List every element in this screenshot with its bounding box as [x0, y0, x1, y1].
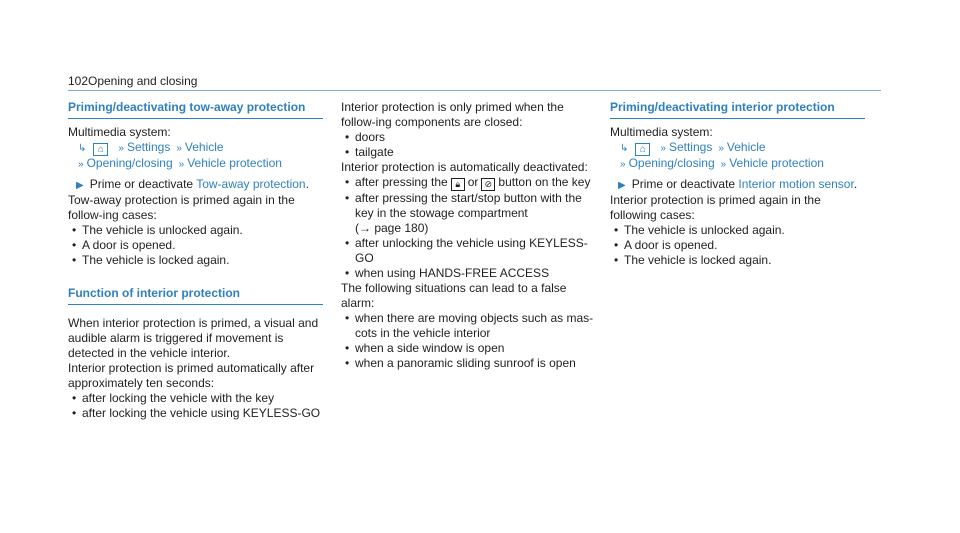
action-step-interior: ▶ Prime or deactivate Interior motion sensor. — [618, 177, 858, 191]
paragraph: Tow-away protection is primed again in the follow-ing cases: — [68, 193, 295, 222]
list-item: • after pressing the start/stop button with the key in the stowage compartment (→ page 180) — [341, 191, 599, 236]
list-item: • after pressing the 🔒︎ or ⊘ button on the key — [341, 175, 599, 191]
home-icon: ⌂ — [635, 143, 650, 156]
bullet-list — [341, 175, 599, 281]
interior-motion-key-icon: ⊘ — [481, 178, 495, 191]
chevron-right-icon: » — [620, 159, 626, 170]
menu-path-icon: ↳ — [78, 143, 87, 154]
nav-path-tow-away — [68, 140, 326, 172]
nav-vehicle-protection[interactable]: Vehicle protection — [187, 156, 282, 170]
menu-path-icon: ↳ — [620, 143, 629, 154]
chevron-right-icon: » — [720, 159, 727, 170]
list-item: • The vehicle is locked again. — [68, 253, 326, 268]
nav-path-interior — [610, 140, 868, 172]
list-item: • The vehicle is unlocked again. — [68, 223, 326, 238]
action-arrow-icon: ▶ — [76, 180, 84, 191]
chevron-right-icon: » — [118, 143, 124, 154]
list-item: • tailgate — [341, 145, 599, 160]
bullet-list — [610, 223, 868, 268]
interior-motion-sensor-link[interactable]: Interior motion sensor — [738, 177, 854, 191]
list-item: • The vehicle is unlocked again. — [610, 223, 868, 238]
bullet-list — [68, 391, 326, 421]
paragraph: Interior protection is primed again in the following cases: — [610, 193, 821, 222]
action-arrow-icon: ▶ — [618, 180, 626, 191]
paragraph: Interior protection is only primed when the follow-ing components are closed: — [341, 100, 564, 129]
page-title: Opening and closing — [88, 74, 198, 88]
list-item: • The vehicle is locked again. — [610, 253, 868, 268]
column-left — [68, 100, 326, 421]
nav-opening-closing[interactable]: Opening/closing — [628, 156, 715, 170]
chevron-right-icon: » — [718, 143, 724, 154]
page-reference[interactable]: (→ page 180) — [355, 221, 429, 235]
nav-settings[interactable]: Settings — [126, 140, 171, 154]
list-item: • A door is opened. — [610, 238, 868, 253]
tow-away-protection-link[interactable]: Tow-away protection — [196, 177, 306, 191]
nav-vehicle[interactable]: Vehicle — [184, 140, 224, 154]
paragraph: When interior protection is primed, a visual and audible alarm is triggered if movement is detected in the vehicle interior. — [68, 316, 319, 360]
multimedia-label: Multimedia system: — [68, 125, 171, 139]
page-header — [68, 72, 881, 91]
paragraph: The following situations can lead to a false alarm: — [341, 281, 567, 310]
paragraph: Interior protection is automatically deactivated: — [341, 160, 588, 174]
section-title-interior: Priming/deactivating interior protection — [610, 100, 865, 119]
bullet-list — [341, 130, 599, 160]
chevron-right-icon: » — [178, 159, 185, 170]
column-middle — [341, 100, 599, 371]
bullet-list — [341, 311, 599, 371]
nav-settings[interactable]: Settings — [668, 140, 713, 154]
nav-opening-closing[interactable]: Opening/closing — [86, 156, 173, 170]
list-item: • after unlocking the vehicle using KEYLESS-GO — [341, 236, 599, 266]
chevron-right-icon: » — [176, 143, 182, 154]
multimedia-label: Multimedia system: — [610, 125, 713, 139]
column-right — [610, 100, 868, 268]
action-step-tow-away: ▶ Prime or deactivate Tow-away protection. — [76, 177, 309, 191]
page-number: 102 — [68, 74, 89, 88]
chevron-right-icon: » — [660, 143, 666, 154]
nav-vehicle-protection[interactable]: Vehicle protection — [729, 156, 824, 170]
chevron-right-icon: » — [78, 159, 84, 170]
bullet-list — [68, 223, 326, 268]
nav-vehicle[interactable]: Vehicle — [726, 140, 766, 154]
list-item: • after locking the vehicle using KEYLESS-GO — [68, 406, 326, 421]
list-item: • when a panoramic sliding sunroof is open — [341, 356, 599, 371]
list-item: • when there are moving objects such as mas-cots in the vehicle interior — [341, 311, 599, 341]
section-title-function: Function of interior protection — [68, 286, 323, 305]
home-icon: ⌂ — [93, 143, 108, 156]
list-item: • when using HANDS-FREE ACCESS — [341, 266, 599, 281]
list-item: • after locking the vehicle with the key — [68, 391, 326, 406]
list-item: • doors — [341, 130, 599, 145]
lock-key-icon: 🔒︎ — [451, 178, 465, 191]
paragraph: Interior protection is primed automatically after approximately ten seconds: — [68, 361, 315, 390]
section-title-tow-away: Priming/deactivating tow-away protection — [68, 100, 323, 119]
list-item: • A door is opened. — [68, 238, 326, 253]
list-item: • when a side window is open — [341, 341, 599, 356]
